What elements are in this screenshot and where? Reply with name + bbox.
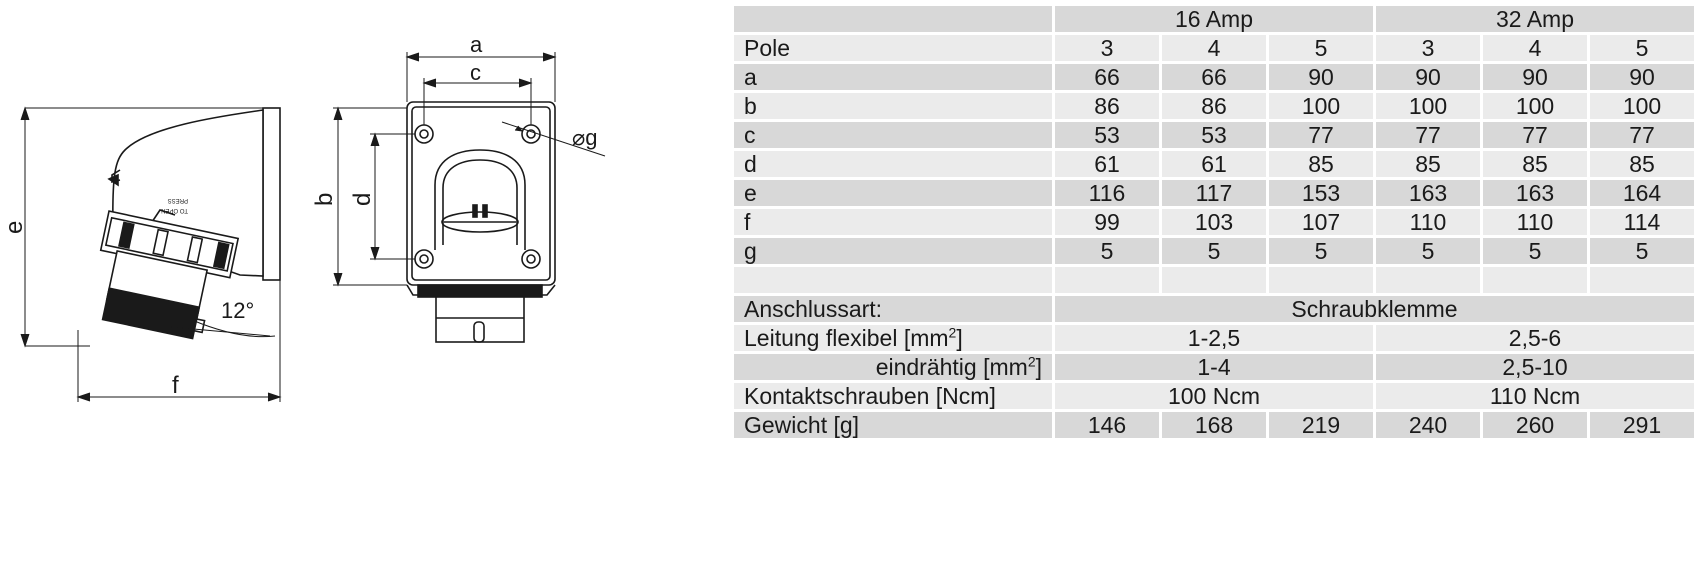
cell: 5 — [1590, 35, 1694, 61]
cell: 107 — [1269, 209, 1373, 235]
cell: 77 — [1376, 122, 1480, 148]
cell: 103 — [1162, 209, 1266, 235]
header-empty-cell — [734, 6, 1052, 32]
flexible-32-value: 2,5-6 — [1376, 325, 1694, 351]
cell: 164 — [1590, 180, 1694, 206]
cell: 66 — [1162, 64, 1266, 90]
weight-row — [734, 412, 1694, 438]
table-row — [734, 238, 1694, 264]
cell: 100 — [1269, 93, 1373, 119]
weight-cell: 168 — [1162, 412, 1266, 438]
solid-32-value: 2,5-10 — [1376, 354, 1694, 380]
row-label: e — [734, 180, 1052, 206]
dim-c-label: c — [470, 60, 481, 85]
cell: 5 — [1483, 238, 1587, 264]
cell: 4 — [1162, 35, 1266, 61]
angle-label: 12° — [221, 298, 255, 323]
group-header-32-amp: 32 Amp — [1376, 6, 1694, 32]
cell: 66 — [1055, 64, 1159, 90]
table-row — [734, 35, 1694, 61]
cell: 90 — [1483, 64, 1587, 90]
weight-cell: 146 — [1055, 412, 1159, 438]
front-view — [407, 102, 555, 342]
screws-16-value: 100 Ncm — [1055, 383, 1373, 409]
table-spacer-row — [734, 267, 1694, 293]
cell: 110 — [1376, 209, 1480, 235]
weight-cell: 219 — [1269, 412, 1373, 438]
cell: 5 — [1055, 238, 1159, 264]
cell: 5 — [1590, 238, 1694, 264]
cell: 53 — [1055, 122, 1159, 148]
flexible-label: Leitung flexibel $[mm^2]$ — [734, 325, 1052, 351]
cell: 90 — [1376, 64, 1480, 90]
row-label: b — [734, 93, 1052, 119]
screws-label: Kontaktschrauben [Ncm] — [734, 383, 1052, 409]
cell: 100 — [1483, 93, 1587, 119]
table-row — [734, 209, 1694, 235]
cell: 163 — [1376, 180, 1480, 206]
table-row — [734, 180, 1694, 206]
cell: 5 — [1162, 238, 1266, 264]
row-label: c — [734, 122, 1052, 148]
cell: 5 — [1269, 238, 1373, 264]
cell: 100 — [1376, 93, 1480, 119]
table-row — [734, 93, 1694, 119]
cell: 5 — [1269, 35, 1373, 61]
cell: 4 — [1483, 35, 1587, 61]
dim-e-label: e — [1, 220, 28, 234]
dimensions-table — [731, 3, 1697, 441]
solid-16-value: 1-4 — [1055, 354, 1373, 380]
cell: 90 — [1590, 64, 1694, 90]
row-label: d — [734, 151, 1052, 177]
front-socket-bottom — [436, 297, 524, 342]
connection-value: Schraubklemme — [1055, 296, 1694, 322]
cell: 53 — [1162, 122, 1266, 148]
cell: 114 — [1590, 209, 1694, 235]
table-row — [734, 151, 1694, 177]
cell: 77 — [1269, 122, 1373, 148]
front-plate — [407, 102, 555, 285]
cell: 3 — [1376, 35, 1480, 61]
screws-row — [734, 383, 1694, 409]
cell: 77 — [1483, 122, 1587, 148]
cell: 85 — [1269, 151, 1373, 177]
connection-row — [734, 296, 1694, 322]
dim-b-label: b — [311, 192, 338, 206]
cell: 100 — [1590, 93, 1694, 119]
dim-f-label: f — [172, 372, 179, 399]
cell: 85 — [1376, 151, 1480, 177]
cell: 99 — [1055, 209, 1159, 235]
cell: 153 — [1269, 180, 1373, 206]
cell: 85 — [1590, 151, 1694, 177]
cell: 86 — [1055, 93, 1159, 119]
connection-label: Anschlussart: — [734, 296, 1052, 322]
side-label-text-1: TO OPEN — [161, 207, 188, 213]
group-header-16-amp: 16 Amp — [1055, 6, 1373, 32]
weight-cell: 260 — [1483, 412, 1587, 438]
cell: 117 — [1162, 180, 1266, 206]
cell: 3 — [1055, 35, 1159, 61]
table-row — [734, 64, 1694, 90]
row-label: f — [734, 209, 1052, 235]
cell: 86 — [1162, 93, 1266, 119]
screws-32-value: 110 Ncm — [1376, 383, 1694, 409]
cell: 61 — [1162, 151, 1266, 177]
table-row — [734, 122, 1694, 148]
cell: 163 — [1483, 180, 1587, 206]
cell: 77 — [1590, 122, 1694, 148]
cell: 5 — [1376, 238, 1480, 264]
flexible-16-value: 1-2,5 — [1055, 325, 1373, 351]
cell: 90 — [1269, 64, 1373, 90]
cell: 110 — [1483, 209, 1587, 235]
flexible-row — [734, 325, 1694, 351]
cell: 85 — [1483, 151, 1587, 177]
solid-row — [734, 354, 1694, 380]
weight-cell: 291 — [1590, 412, 1694, 438]
dim-g-label: ⌀g — [572, 125, 598, 150]
side-label-text-2: PRESS — [167, 197, 188, 203]
technical-drawing — [0, 0, 740, 565]
side-wall-plate — [263, 108, 280, 280]
cell: 61 — [1055, 151, 1159, 177]
weight-cell: 240 — [1376, 412, 1480, 438]
table-header-row — [734, 6, 1694, 32]
row-label: g — [734, 238, 1052, 264]
cell: 116 — [1055, 180, 1159, 206]
dim-a-label: a — [470, 32, 483, 57]
dim-d-label: d — [349, 192, 376, 206]
row-label: a — [734, 64, 1052, 90]
solid-label: eindrähtig $[mm^2]$ — [734, 354, 1052, 380]
row-label: Pole — [734, 35, 1052, 61]
weight-label: Gewicht [g] — [734, 412, 1052, 438]
